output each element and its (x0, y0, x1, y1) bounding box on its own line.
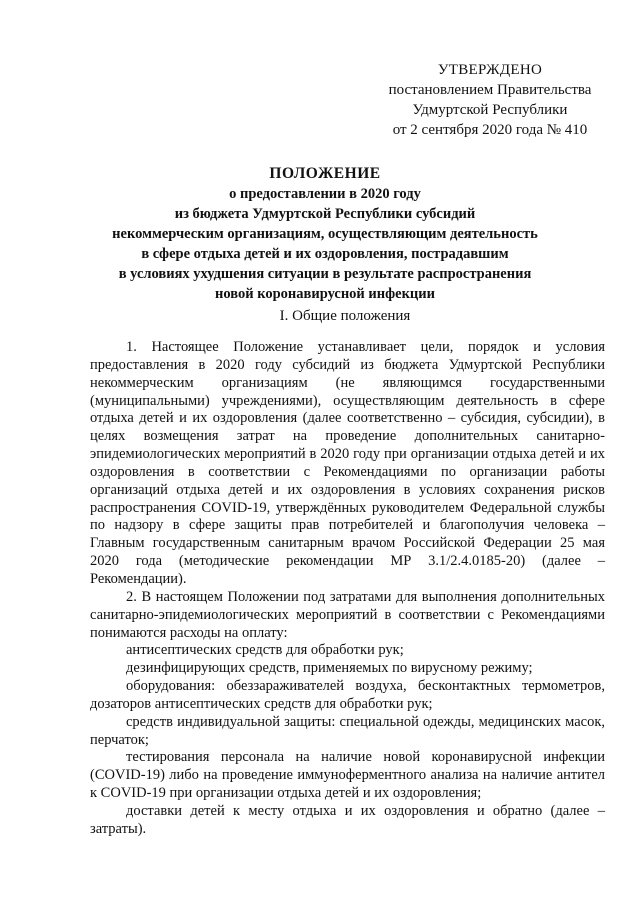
title-line: в условиях ухудшения ситуации в результате распространения (118, 266, 532, 282)
title-line: новой коронавирусной инфекции (214, 286, 435, 302)
approval-stamp (355, 60, 625, 140)
approval-line: от 2 сентября 2020 года № 410 (392, 122, 588, 138)
approval-line: постановлением Правительства (388, 82, 592, 98)
list-item: средств индивидуальной защиты: специальной одежды, медицинских масок, перчаток; (90, 713, 605, 748)
title-line: из бюджета Удмуртской Республики субсидий (174, 206, 476, 222)
approval-line: Удмуртской Республики (412, 102, 568, 118)
list-item: доставки детей к месту отдыха и их оздоровления и обратно (далее – затраты). (90, 802, 605, 837)
list-item: дезинфицирующих средств, применяемых по вирусному режиму; (126, 660, 533, 677)
list-item: оборудования: обеззараживателей воздуха, бесконтактных термометров, дозаторов антисептических средств для обработки рук; (90, 678, 605, 712)
title-line: в сфере отдыха детей и их оздоровления, пострадавшим (141, 246, 509, 262)
document-title (90, 164, 560, 304)
title-line: о предоставлении в 2020 году (229, 186, 421, 202)
paragraph: 2. В настоящем Положении под затратами для выполнения дополнительных санитарно-эпидемиологических мероприятий в соответствии с Рекомендациями понимаются расходы на оплату: (90, 588, 605, 641)
section-heading: I. Общие положения (279, 308, 411, 324)
list-item: антисептических средств для обработки рук; (126, 642, 404, 659)
document-body (90, 339, 605, 839)
approval-heading: УТВЕРЖДЕНО (437, 62, 543, 78)
title-line: некоммерческим организациям, осуществляющим деятельность (112, 226, 538, 242)
list-item: тестирования персонала на наличие новой коронавирусной инфекции (COVID-19) либо на проведение иммуноферментного анализа на наличие антител к COVID-19 при организации отдыха детей и их оздоровления; (90, 749, 605, 802)
paragraph: 1. Настоящее Положение устанавливает цели, порядок и условия предоставления в 2020 году субсидий из бюджета Удмуртской Республики некоммерческим организациям (не являющимся государственными (муниципальными) учреждениями), осуществляющим деятельность в сфере отдыха детей и их оздоровления (далее соответственно – субсидия, субсидии), в целях возмещения затрат на проведение дополнительных санитарно-эпидемиологических мероприятий в 2020 году при организации отдыха детей и их оздоровления в соответствии с Рекомендациями по организации работы организаций отдыха детей и их оздоровления в условиях сохранения рисков распространения COVID-19, утверждённых руководителем Федеральной службы по надзору в сфере защиты прав потребителей и благополучия человека – Главным государственным санитарным врачом Российской Федерации 25 мая 2020 года (методические рекомендации МР 3.1/2.4.0185-20) (далее – Рекомендации). (90, 339, 605, 587)
title-main: ПОЛОЖЕНИЕ (269, 165, 381, 182)
